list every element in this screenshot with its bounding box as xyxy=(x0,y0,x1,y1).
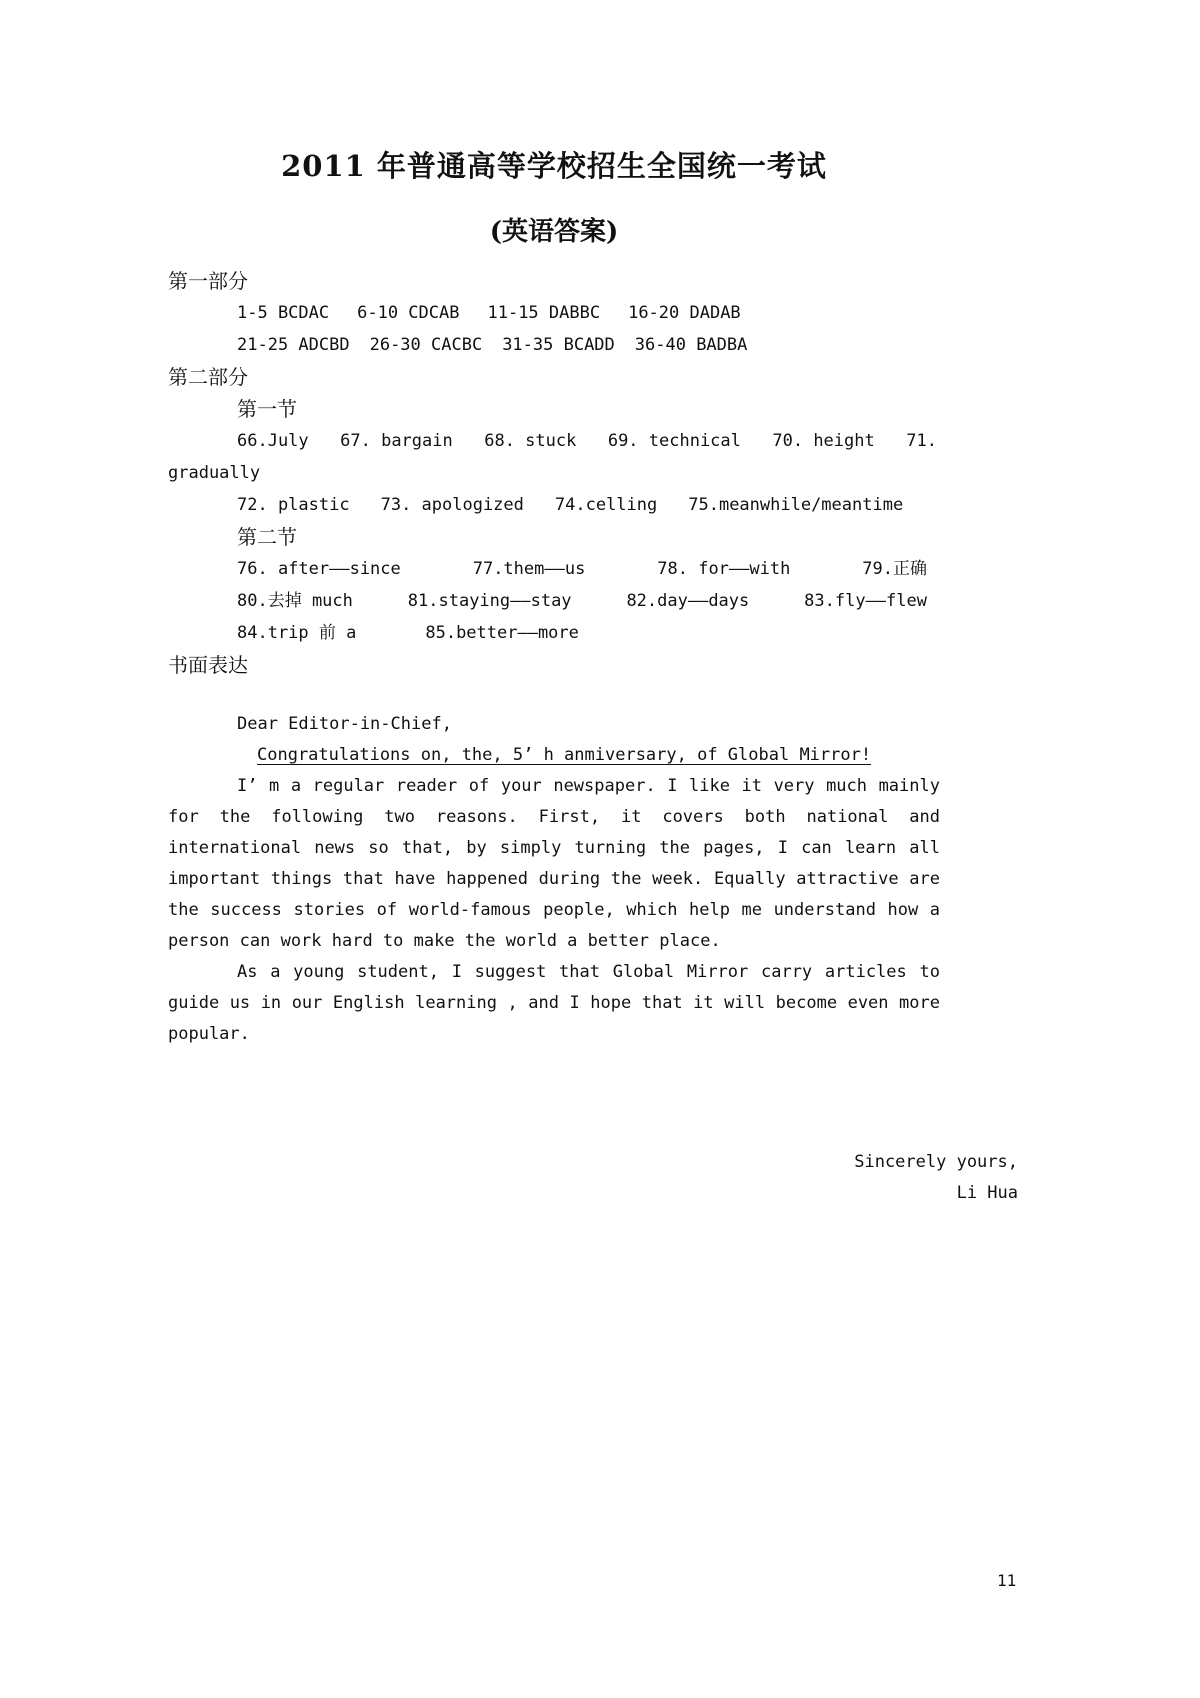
answer-row-76-79 xyxy=(237,553,927,585)
answer-row-1-20 xyxy=(237,297,940,329)
essay-salutation: Dear Editor-in-Chief, xyxy=(237,714,452,734)
answer-item: 66.July xyxy=(237,431,309,451)
answer-item: 81.staying——stay xyxy=(407,591,572,611)
answer-item: 77.them——us xyxy=(472,559,586,579)
answer-item: 78. for——with xyxy=(657,559,791,579)
answer-item: 73. apologized xyxy=(380,495,524,515)
answer-item: 16-20 DADAB xyxy=(628,303,741,323)
answer-item-71-carry: gradually xyxy=(168,463,261,483)
answer-row-72-75 xyxy=(237,489,940,521)
answer-item: 71. xyxy=(906,431,937,451)
answer-item: 85.better——more xyxy=(425,623,579,643)
answer-item: 11-15 DABBC xyxy=(487,303,601,323)
answer-item: 76. after——since xyxy=(237,559,401,579)
essay-paragraph-2: As a young student, I suggest that Global Mirror carry articles to guide us in our English learning , and I hope that it will become even more popular. xyxy=(168,962,940,1044)
answer-row-80-83 xyxy=(237,585,927,617)
answer-item: 83.fly——flew xyxy=(804,591,927,611)
part2-heading: 第二部分 xyxy=(168,365,248,389)
answer-key-section xyxy=(168,265,940,681)
essay-signer-name: Li Hua xyxy=(956,1183,1018,1203)
document-content xyxy=(168,0,1018,1209)
answer-item: 1-5 BCDAC xyxy=(237,303,330,323)
page-number: 11 xyxy=(997,1571,1017,1590)
answer-item: 67. bargain xyxy=(340,431,453,451)
answer-row-66-71 xyxy=(237,425,937,457)
answer-item: 79.正确 xyxy=(862,559,927,579)
part2-section1-heading: 第一节 xyxy=(237,397,297,421)
answer-item: 80.去掉 much xyxy=(237,591,353,611)
essay-section xyxy=(168,709,1018,1209)
essay-signature-block xyxy=(168,1147,1018,1209)
answer-item: 69. technical xyxy=(607,431,741,451)
answer-item: 72. plastic xyxy=(237,495,350,515)
document-subtitle: (英语答案) xyxy=(489,217,619,247)
essay-heading: 书面表达 xyxy=(168,653,248,677)
essay-closing: Sincerely yours, xyxy=(854,1152,1018,1172)
answer-item: 68. stuck xyxy=(484,431,577,451)
essay-paragraph-1: I’ m a regular reader of your newspaper. I like it very much mainly for the following two reasons. First, it covers both national and international news so that, by simply turning the pages, I can learn all important things that have happened during the week. Equally attractive are the success stories of world-famous people, which help me understand how a person can work hard to make the world a better place. xyxy=(168,776,940,951)
answer-item: 75.meanwhile/meantime xyxy=(688,495,904,515)
essay-subject: Congratulations on, the, 5’ h anmiversary, of Global Mirror! xyxy=(257,745,872,765)
answer-item: 21-25 ADCBD xyxy=(237,335,350,355)
answer-item: 84.trip 前 a xyxy=(237,623,357,643)
answer-item: 6-10 CDCAB xyxy=(357,303,460,323)
part1-heading: 第一部分 xyxy=(168,269,248,293)
answer-row-21-40 xyxy=(237,329,940,361)
part2-section2-heading: 第二节 xyxy=(237,525,297,549)
document-title: 2011 年普通高等学校招生全国统一考试 xyxy=(281,149,827,183)
answer-item: 36-40 BADBA xyxy=(634,335,748,355)
answer-item: 26-30 CACBC xyxy=(369,335,483,355)
answer-row-84-85 xyxy=(237,617,940,649)
answer-item: 70. height xyxy=(772,431,875,451)
answer-item: 82.day——days xyxy=(626,591,750,611)
answer-item: 31-35 BCADD xyxy=(502,335,615,355)
answer-item: 74.celling xyxy=(554,495,658,515)
